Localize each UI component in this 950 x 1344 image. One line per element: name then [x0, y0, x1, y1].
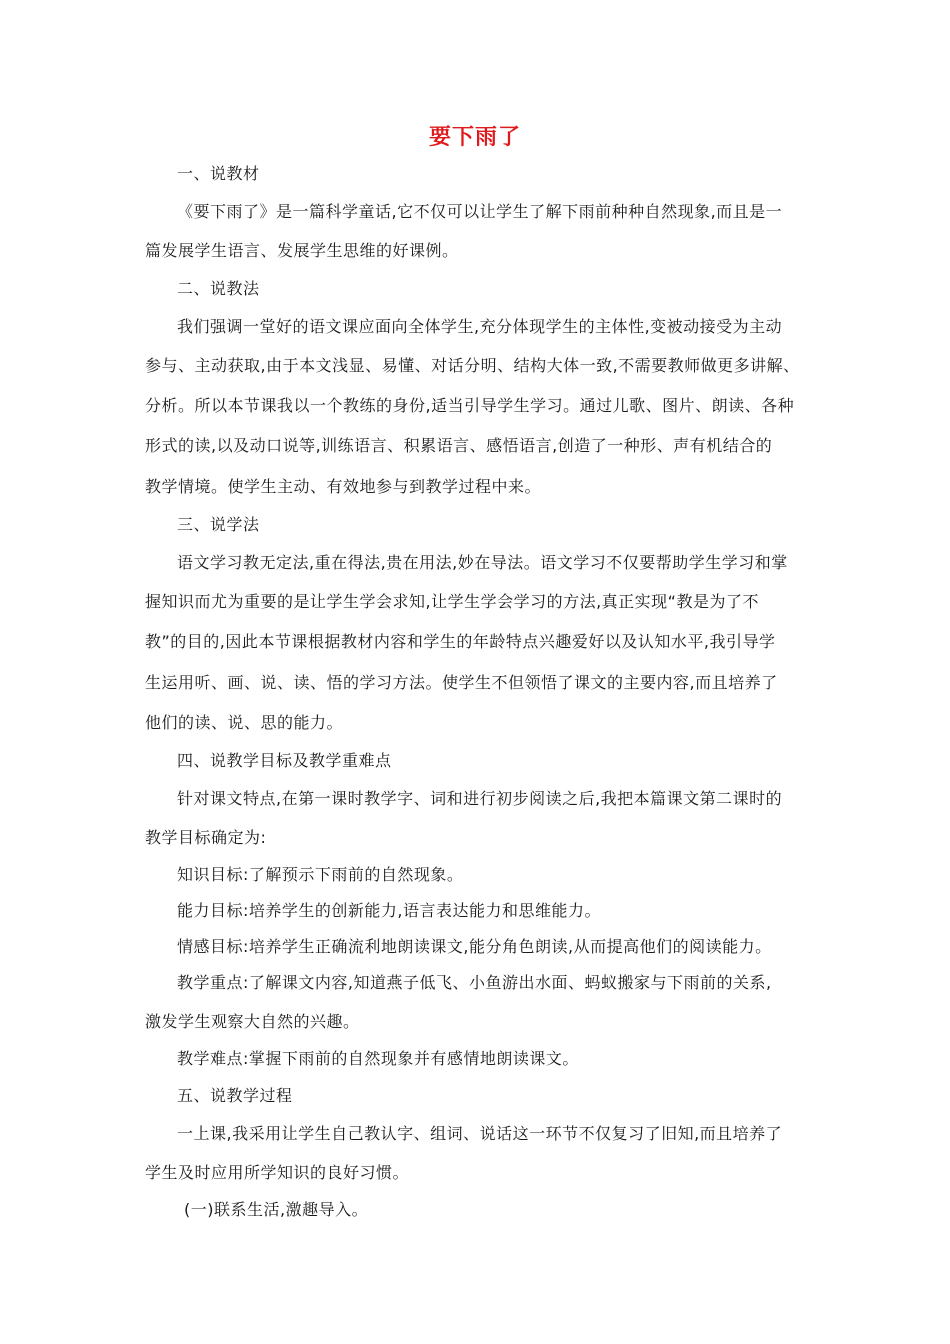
paragraph-line: 学生及时应用所学知识的良好习惯。: [145, 1163, 410, 1182]
section-heading: 五、说教学过程: [177, 1086, 293, 1105]
paragraph-line: 篇发展学生语言、发展学生思维的好课例。: [145, 241, 459, 260]
paragraph-line: 情感目标:培养学生正确流利地朗读课文,能分角色朗读,从而提高他们的阅读能力。: [177, 937, 772, 956]
subsection-heading: (一)联系生活,激趣导入。: [184, 1200, 369, 1219]
paragraph-line: 参与、主动获取,由于本文浅显、易懂、对话分明、结构大体一致,不需要教师做更多讲解、: [145, 356, 800, 375]
paragraph-line: 握知识而尤为重要的是让学生学会求知,让学生学会学习的方法,真正实现“教是为了不: [145, 592, 759, 611]
paragraph-line: 一上课,我采用让学生自己教认字、组词、说话这一环节不仅复习了旧知,而且培养了: [177, 1124, 783, 1143]
section-heading: 一、说教材: [177, 164, 260, 183]
paragraph-line: 教学情境。使学生主动、有效地参与到教学过程中来。: [145, 477, 542, 496]
paragraph-line: 他们的读、说、思的能力。: [145, 713, 344, 732]
paragraph-line: 语文学习教无定法,重在得法,贵在用法,妙在导法。语文学习不仅要帮助学生学习和掌: [177, 553, 788, 572]
section-heading: 三、说学法: [177, 515, 260, 534]
paragraph-line: 我们强调一堂好的语文课应面向全体学生,充分体现学生的主体性,变被动接受为主动: [177, 317, 783, 336]
section-heading: 四、说教学目标及教学重难点: [177, 751, 392, 770]
document-title: 要下雨了: [428, 125, 521, 150]
paragraph-line: 知识目标:了解预示下雨前的自然现象。: [177, 865, 464, 884]
paragraph-line: 教”的目的,因此本节课根据教材内容和学生的年龄特点兴趣爱好以及认知水平,我引导学: [145, 632, 776, 651]
paragraph-line: 形式的读,以及动口说等,训练语言、积累语言、感悟语言,创造了一种形、声有机结合的: [145, 436, 773, 455]
section-heading: 二、说教法: [177, 279, 260, 298]
paragraph-line: 教学重点:了解课文内容,知道燕子低飞、小鱼游出水面、蚂蚁搬家与下雨前的关系,: [177, 973, 772, 992]
paragraph-line: 针对课文特点,在第一课时教学字、词和进行初步阅读之后,我把本篇课文第二课时的: [177, 789, 783, 808]
paragraph-line: 激发学生观察大自然的兴趣。: [145, 1012, 360, 1031]
paragraph-line: 能力目标:培养学生的创新能力,语言表达能力和思维能力。: [177, 901, 601, 920]
paragraph-line: 生运用听、画、说、读、悟的学习方法。使学生不但领悟了课文的主要内容,而且培养了: [145, 673, 778, 692]
paragraph-line: 分析。所以本节课我以一个教练的身份,适当引导学生学习。通过儿歌、图片、朗读、各种: [145, 396, 795, 415]
paragraph-line: 《要下雨了》是一篇科学童话,它不仅可以让学生了解下雨前种种自然现象,而且是一: [177, 202, 783, 221]
paragraph-line: 教学难点:掌握下雨前的自然现象并有感情地朗读课文。: [177, 1049, 579, 1068]
paragraph-line: 教学目标确定为:: [145, 828, 267, 847]
